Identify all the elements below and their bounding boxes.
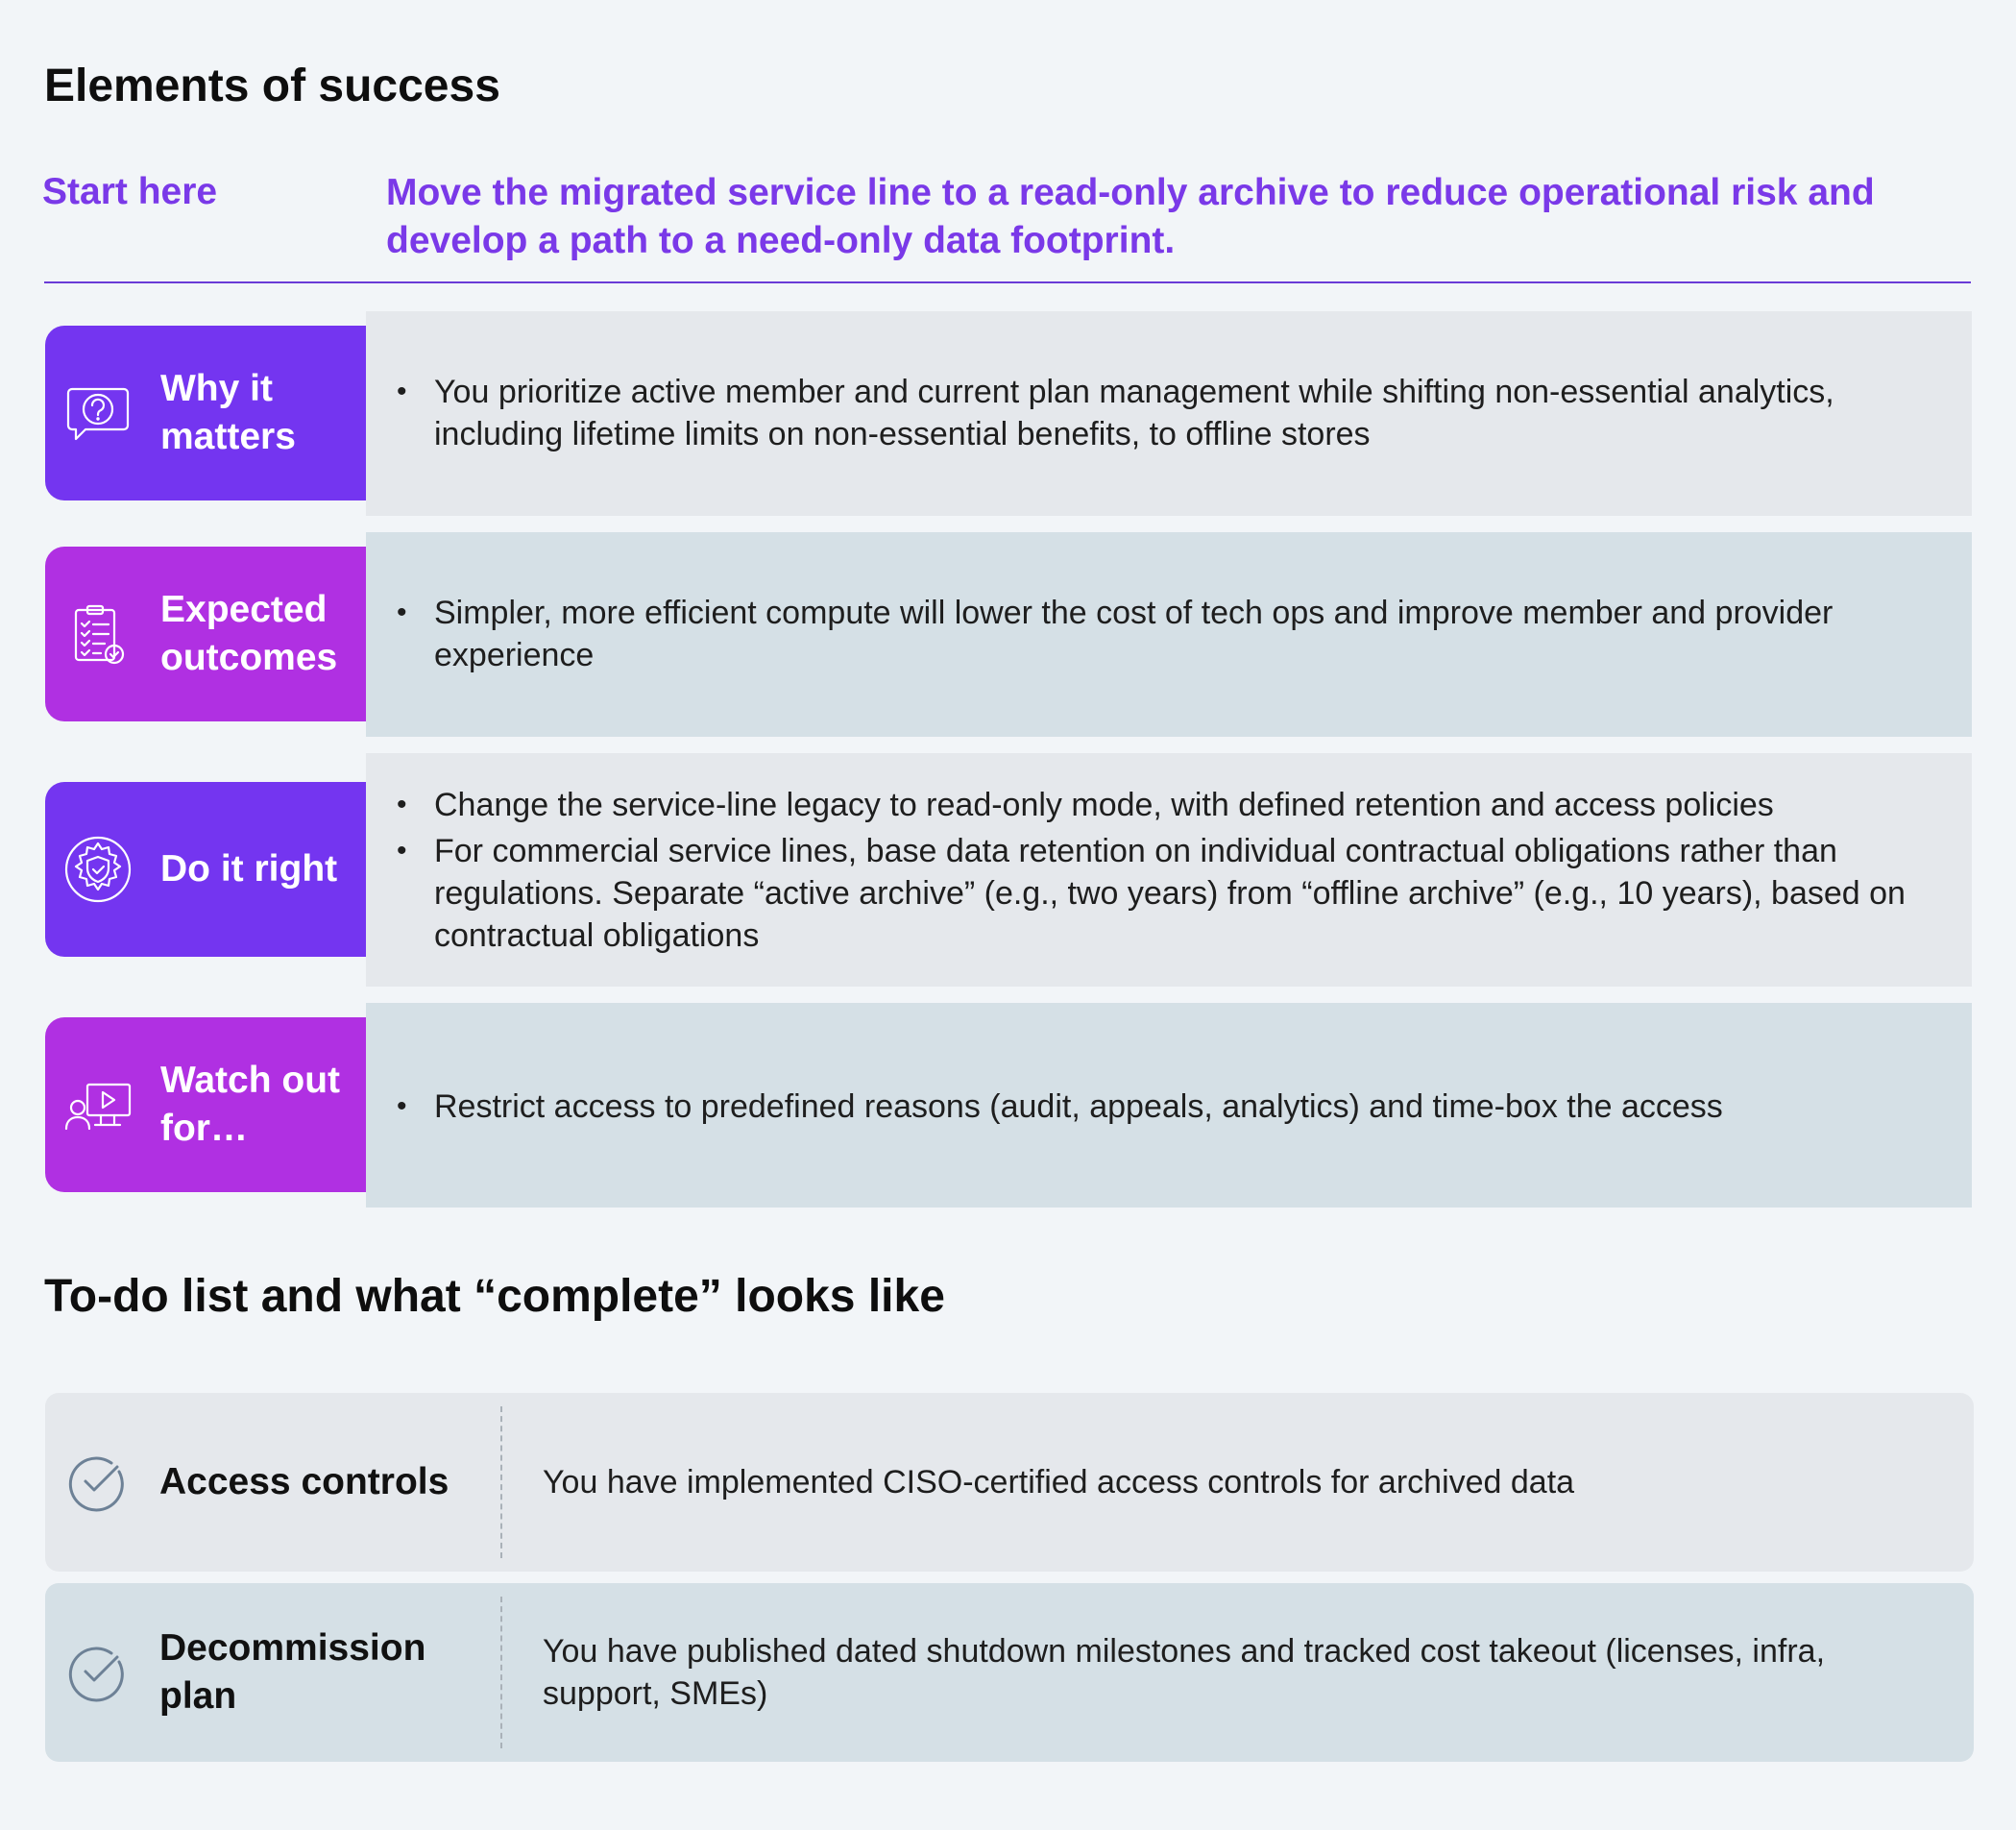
start-here-label: Start here xyxy=(42,171,218,212)
bullet-item: • For commercial service lines, base data retention on individual contractual obligations rather than regulations. Separate “active archive” (e.g., two years) from “offline archive” (e.g., 10 years), based on contractual obligations xyxy=(394,830,1950,957)
tag-do-it-right xyxy=(45,782,366,957)
tag-label: Watch out for… xyxy=(160,1060,341,1149)
checklist-clipboard-icon xyxy=(64,600,132,668)
todo-item-decommission-plan xyxy=(45,1583,1974,1762)
todo-description: You have implemented CISO-certified access controls for archived data xyxy=(543,1464,1575,1501)
start-here-text: Move the migrated service line to a read-only archive to reduce operational risk and develop a path to a need-only data footprint. xyxy=(386,172,1875,261)
todo-title: Decommission plan xyxy=(159,1627,426,1717)
tag-watch-out-for xyxy=(45,1017,366,1192)
tag-why-it-matters xyxy=(45,326,366,500)
tag-label: Why it matters xyxy=(160,368,296,457)
tag-expected-outcomes xyxy=(45,547,366,721)
user-monitor-icon xyxy=(64,1071,132,1138)
bullet-list-outcomes xyxy=(394,592,1950,680)
section-title-todo: To-do list and what “complete” looks like xyxy=(44,1271,945,1322)
bullet-list-watch-out xyxy=(394,1086,1950,1132)
todo-title: Access controls xyxy=(159,1461,449,1502)
tag-label: Expected outcomes xyxy=(160,589,338,678)
check-circle-icon xyxy=(66,1452,126,1512)
dashed-divider xyxy=(500,1597,502,1748)
check-circle-icon xyxy=(66,1643,126,1702)
bullet-list-why xyxy=(394,371,1950,459)
todo-item-access-controls xyxy=(45,1393,1974,1572)
shield-gear-icon xyxy=(64,836,132,903)
bullet-item: • Simpler, more efficient compute will lower the cost of tech ops and improve member and provider experience xyxy=(394,592,1950,676)
section-title-elements: Elements of success xyxy=(44,61,500,111)
bullet-list-do-it-right xyxy=(394,784,1950,961)
bullet-item: • You prioritize active member and current plan management while shifting non-essential analytics, including lifetime limits on non-essential benefits, to offline stores xyxy=(394,371,1950,455)
dashed-divider xyxy=(500,1406,502,1558)
bullet-item: • Restrict access to predefined reasons (audit, appeals, analytics) and time-box the access xyxy=(394,1086,1950,1128)
todo-description: You have published dated shutdown milestones and tracked cost takeout (licenses, infra, support, SMEs) xyxy=(543,1633,1826,1712)
bullet-item: • Change the service-line legacy to read-only mode, with defined retention and access policies xyxy=(394,784,1950,826)
section-divider xyxy=(44,281,1971,283)
question-bubble-icon xyxy=(64,379,132,447)
tag-label: Do it right xyxy=(160,848,338,890)
